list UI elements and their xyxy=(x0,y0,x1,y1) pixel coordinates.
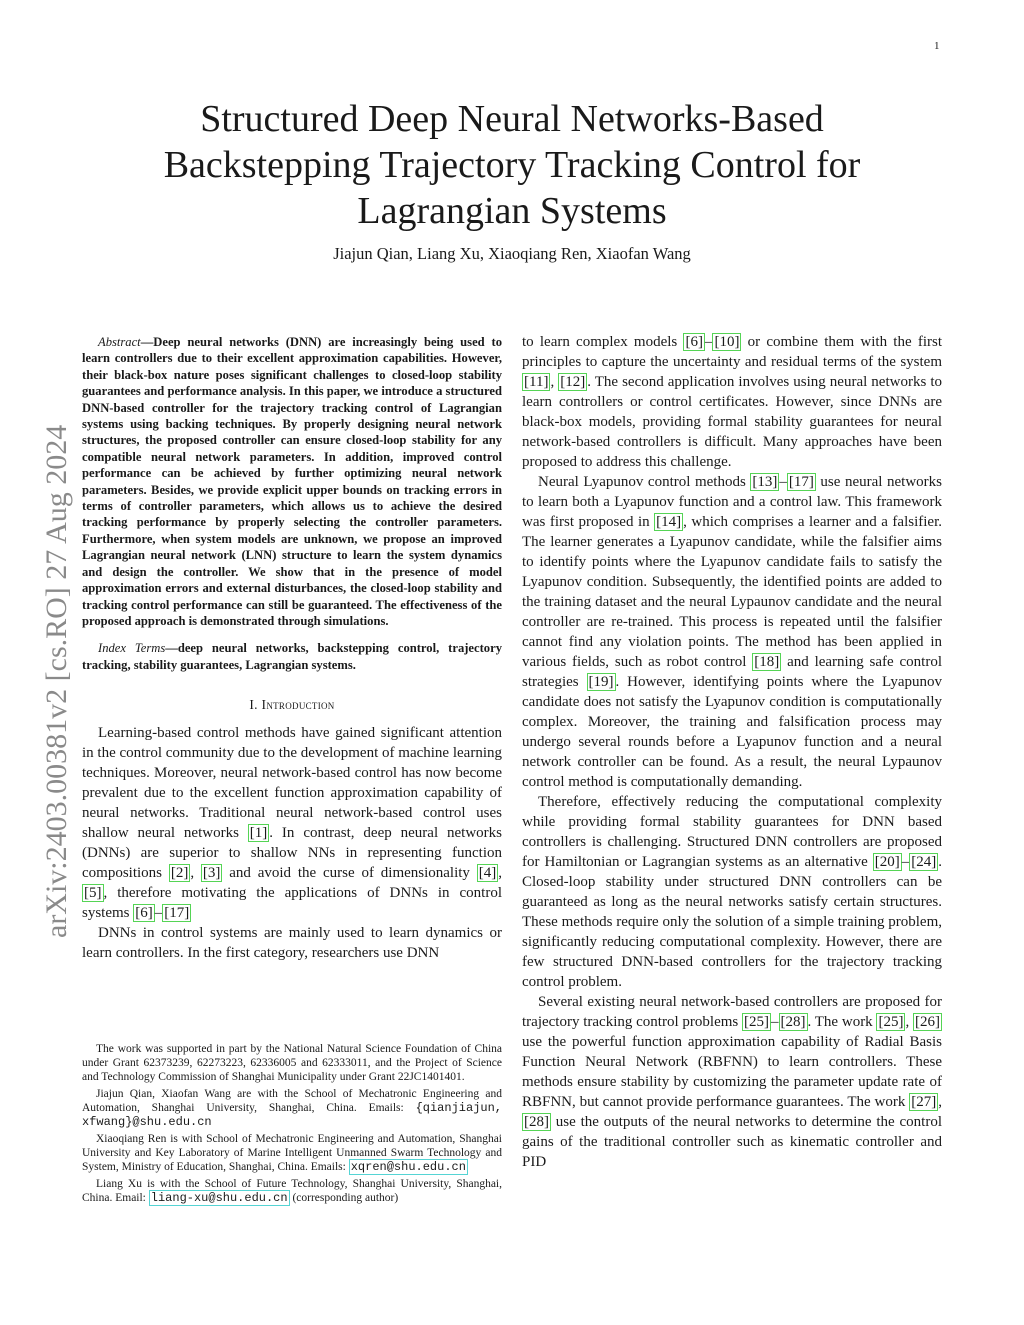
page-number: 1 xyxy=(934,40,940,52)
right-column xyxy=(522,332,942,1172)
index-terms xyxy=(82,640,502,673)
intro-paragraph-1: Learning-based control methods have gained significant attention in the control community due to the development of machine learning techniques. Moreover, neural network-based control has now become prevalent due to the excellent function approximation capability of neural networks. Traditional neural network-based control uses shallow neural networks [1] . In contrast, deep neural networks (DNNs) are superior to shallow NNs in representing function compositions [2] , [3] and avoid the curse of dimensionality [4] , [5] , therefore motivating the applications of DNNs in control systems [6] – [17] xyxy=(82,725,503,922)
abstract-label: Abstract xyxy=(98,335,141,349)
paper-title: Structured Deep Neural Networks-Based Backstepping Trajectory Tracking Control for Lagrangian Systems xyxy=(163,98,861,232)
citation-link[interactable]: [25] xyxy=(878,1014,904,1030)
citation-link[interactable]: [18] xyxy=(754,654,780,670)
right-paragraph-4: Several existing neural network-based controllers are proposed for trajectory tracking control problems [25] – [28] . The work [25] , [26] use the powerful function approximation capability of Radial Basis Function Neural Network (RBFNN) to learn controllers. These methods ensure stability by customizing the parameter update rate of RBFNN, but cannot provide performance guarantees. The work [27] , [28] use the outputs of the neural networks to determine the control gains of the traditional controller such as kinematic controller and PID xyxy=(522,994,942,1170)
citation-link[interactable]: [19] xyxy=(588,674,614,690)
citation-link[interactable]: [1] xyxy=(249,825,268,842)
index-terms-label: Index Terms xyxy=(98,641,166,656)
citation-link[interactable]: [11] xyxy=(524,374,549,390)
citation-link[interactable]: [3] xyxy=(202,865,221,882)
section-heading-introduction: I. Introduction xyxy=(249,697,335,713)
citation-link[interactable]: [28] xyxy=(780,1014,806,1030)
abstract-text: —Deep neural networks (DNN) are increasingly being used to learn controllers due to their excellent approximation capabilities. However, their black-box nature poses significant challenges to closed-loop stability guarantees and performance analysis. In this paper, we introduce a structured DNN-based controller for the trajectory tracking control of Lagrangian systems using backing techniques. By properly designing neural network structures, the proposed controller can ensure closed-loop stability for any compatible neural network parameters. In addition, improved control performance can be achieved by further optimizing neural network parameters. Besides, we provide explicit upper bounds on tracking errors in terms of controller parameters, which allows us to achieve the desired tracking performance by properly selecting the controller parameters. Furthermore, when system models are unknown, we propose an improved Lagrangian neural network (LNN) structure to learn the system dynamics and design the controller. We show that in the presence of model approximation errors and external disturbances, the closed-loop stability and tracking control performance can still be guaranteed. The effectiveness of the proposed approach is demonstrated through simulations. xyxy=(82,335,502,628)
email-address: {qianjiajun, xfwang}@shu.edu.cn xyxy=(82,1101,502,1129)
arxiv-identifier[interactable]: arXiv:2403.00381v2 [cs.RO] 27 Aug 2024 xyxy=(40,424,73,938)
citation-link[interactable]: [26] xyxy=(915,1014,940,1030)
citation-link[interactable]: [2] xyxy=(170,865,189,882)
abstract xyxy=(82,334,502,629)
affiliation-footnote-1: Jiajun Qian, Xiaofan Wang are with the School of Mechatronic Engineering and Automation, Shanghai University, Shanghai, China. Emails: {qianjiajun, xfwang}@shu.edu.cn xyxy=(82,1088,502,1129)
citation-link[interactable]: [27] xyxy=(911,1094,937,1110)
citation-link[interactable]: [20] xyxy=(874,854,900,870)
citation-link[interactable]: [17] xyxy=(788,474,814,490)
citation-link[interactable]: [24] xyxy=(911,854,937,870)
citation-link[interactable]: [28] xyxy=(524,1114,549,1130)
email-link[interactable]: liang-xu@shu.edu.cn xyxy=(150,1191,288,1205)
footnotes xyxy=(82,1042,502,1208)
citation-link[interactable]: [6] xyxy=(135,905,153,922)
affiliation-footnote-2: Xiaoqiang Ren is with School of Mechatronic Engineering and Automation, Shanghai University and Key Laboratory of Marine Intelligent Unmanned Swarm Technology and System, Ministry of Education, Shanghai, China. Emails: xqren@shu.edu.cn xyxy=(82,1133,502,1174)
left-column xyxy=(82,334,502,963)
citation-link[interactable]: [13] xyxy=(752,474,778,490)
citation-link[interactable]: [25] xyxy=(744,1014,770,1030)
citation-link[interactable]: [14] xyxy=(656,514,682,530)
email-link[interactable]: xqren@shu.edu.cn xyxy=(350,1160,466,1174)
right-paragraph-1: to learn complex models [6] – [10] or combine them with the first principles to capture the uncertainty and residual terms of the system [11] , [12] . The second application involves using neural networks to learn controllers or control certificates. However, since DNNs are black-box models, providing formal stability guarantees for neural network-based controllers is difficult. Many approaches have been proposed to address this challenge. xyxy=(522,334,942,470)
citation-link[interactable]: [12] xyxy=(560,374,586,390)
citation-link[interactable]: [10] xyxy=(714,334,740,350)
citation-link[interactable]: [17] xyxy=(164,905,190,922)
citation-link[interactable]: [4] xyxy=(478,865,497,882)
index-terms-text: —deep neural networks, backstepping control, trajectory tracking, stability guarantees, Lagrangian systems. xyxy=(82,641,502,672)
citation-link[interactable]: [5] xyxy=(84,885,102,902)
funding-footnote: The work was supported in part by the National Natural Science Foundation of China under Grant 62373239, 62273223, 62336005 and 62333011, and the Project of Science and Technology Commission of Shanghai Municipality under Grant 22JC1401401. xyxy=(82,1043,502,1083)
right-paragraph-3: Therefore, effectively reducing the computational complexity while providing formal stability guarantees for DNN based controllers is challenging. Structured DNN controllers are proposed for Hamiltonian or Lagrangian systems as an alternative [20] – [24] . Closed-loop stability under structured DNN controllers can be guaranteed as long as the neural networks satisfy certain structures. These methods require only the solution of a simple training problem, significantly reducing computational complexity. However, there are few structured DNN-based controllers for the trajectory tracking control problem. xyxy=(522,794,942,990)
citation-link[interactable]: [6] xyxy=(685,334,703,350)
affiliation-footnote-3: Liang Xu is with the School of Future Technology, Shanghai University, Shanghai, China. Email: liang-xu@shu.edu.cn (corresponding author) xyxy=(82,1178,502,1205)
intro-paragraph-2: DNNs in control systems are mainly used to learn dynamics or learn controllers. In the first category, researchers use DNN xyxy=(82,925,502,962)
right-paragraph-2: Neural Lyapunov control methods [13] – [17] use neural networks to learn both a Lyapunov function and a control law. This framework was first proposed in [14] , which comprises a learner and a falsifier. The learner generates a Lyapunov candidate, while the falsifier aims to identify points where the Lyapunov candidate fails to satisfy the Lyapunov condition. Subsequently, the identified points are added to the training dataset and the neural Lypaunov candidate and the neural controller are re-trained. This process is repeated until the falsifier cannot find any violation points. The method has been applied in various fields, such as robot control [18] and learning safe control strategies [19] . However, identifying points where the Lyapunov candidate does not satisfy the Lyapunov condition is computationally complex. Moreover, the training and falsification process may undergo several rounds before a Lyapunov function and a neural network controller can be found. As a result, the neural Lypaunov control method is computationally demanding. xyxy=(522,474,942,790)
author-list: Jiajun Qian, Liang Xu, Xiaoqiang Ren, Xiaofan Wang xyxy=(333,244,691,263)
